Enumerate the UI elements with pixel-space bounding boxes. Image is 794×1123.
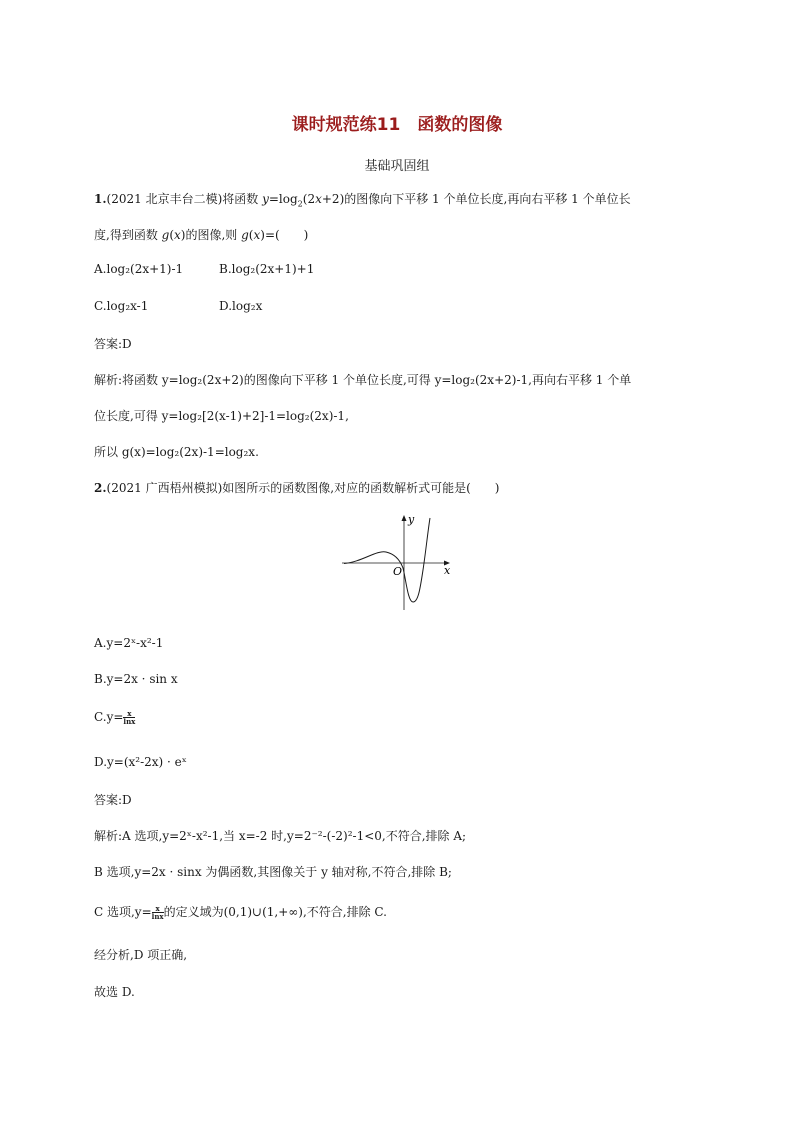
q1-var-y: y xyxy=(262,192,269,206)
q2-stem xyxy=(94,479,499,496)
q1-log: =log xyxy=(268,192,298,206)
function-curve xyxy=(344,518,430,602)
q1-stem-line2-a: 度,得到函数 xyxy=(94,228,162,242)
q2-solution-a: 解析:A 选项,y=2ˣ-x²-1,当 x=-2 时,y=2⁻²-(-2)²-1<0,不符合,排除 A; xyxy=(94,829,467,843)
q1-paren-open: ( xyxy=(169,228,175,242)
q2-option-c-prefix: C.y= xyxy=(94,710,124,724)
section-heading: 基础巩固组 xyxy=(364,159,430,174)
q1-number: 1. xyxy=(94,192,107,206)
q1-stem-line2-e: )的图像,则 xyxy=(180,228,242,242)
q2-number: 2. xyxy=(94,481,107,495)
q2-solution-c-denominator: lnx xyxy=(151,912,164,921)
q1-option-a: A.log₂(2x+1)-1 xyxy=(94,262,184,276)
q1-answer: 答案:D xyxy=(94,337,132,351)
q2-solution-c-suffix: 的定义域为(0,1)∪(1,+∞),不符合,排除 C. xyxy=(163,905,387,919)
q1-stem-line2 xyxy=(94,226,308,243)
q2-conclusion-line2: 故选 D. xyxy=(94,985,135,999)
q1-log-base: 2 xyxy=(297,199,303,209)
q2-option-c xyxy=(94,710,135,725)
q1-g2: g xyxy=(241,228,249,242)
q2-solution-c-numerator: x xyxy=(152,905,164,913)
q1-option-d: D.log₂x xyxy=(219,299,263,313)
q2-conclusion-line1: 经分析,D 项正确, xyxy=(94,948,188,962)
q1-stem-line1 xyxy=(94,190,631,208)
y-axis-arrow xyxy=(402,515,407,521)
q1-var-x: x xyxy=(315,192,322,206)
q1-paren-open2: ( xyxy=(248,228,254,242)
q1-blank: )=( ) xyxy=(260,228,309,242)
q1-solution-line1: 解析:将函数 y=log₂(2x+2)的图像向下平移 1 个单位长度,可得 y=log₂(2x+2)-1,再向右平移 1 个单 xyxy=(94,373,632,387)
q1-option-b: B.log₂(2x+1)+1 xyxy=(219,262,315,276)
q2-answer: 答案:D xyxy=(94,793,132,807)
q1-solution-line2: 位长度,可得 y=log₂[2(x-1)+2]-1=log₂(2x)-1, xyxy=(94,409,349,423)
q1-x: x xyxy=(174,228,181,242)
y-axis-label: y xyxy=(408,513,415,526)
page-title: 课时规范练11 函数的图像 xyxy=(291,115,503,135)
q2-option-c-denominator: lnx xyxy=(123,717,136,726)
q2-solution-b: B 选项,y=2x · sinx 为偶函数,其图像关于 y 轴对称,不符合,排除 B; xyxy=(94,865,452,879)
q1-stem-text: (2021 北京丰台二模)将函数 xyxy=(106,192,263,206)
q2-option-c-fraction xyxy=(123,710,135,725)
q2-option-d: D.y=(x²-2x) · eˣ xyxy=(94,755,187,769)
origin-label: O xyxy=(393,565,403,578)
q2-option-c-numerator: x xyxy=(123,710,135,718)
q2-option-b: B.y=2x · sin x xyxy=(94,672,178,686)
q2-stem-text: (2021 广西梧州模拟)如图所示的函数图像,对应的函数解析式可能是( ) xyxy=(106,481,500,495)
q2-solution-c-fraction xyxy=(152,905,164,920)
q1-x2: x xyxy=(253,228,261,242)
q1-paren: (2 xyxy=(302,192,316,206)
q2-solution-c-prefix: C 选项,y= xyxy=(94,905,152,919)
q1-g: g xyxy=(161,228,170,242)
q2-option-a: A.y=2ˣ-x²-1 xyxy=(94,636,164,650)
q2-solution-c xyxy=(94,903,387,920)
q1-option-c: C.log₂x-1 xyxy=(94,299,149,313)
q1-stem-rest: +2)的图像向下平移 1 个单位长度,再向右平移 1 个单位长 xyxy=(321,192,631,206)
q1-solution-line3: 所以 g(x)=log₂(2x)-1=log₂x. xyxy=(94,445,259,459)
function-graph-figure xyxy=(340,510,460,612)
x-axis-label: x xyxy=(444,564,451,577)
